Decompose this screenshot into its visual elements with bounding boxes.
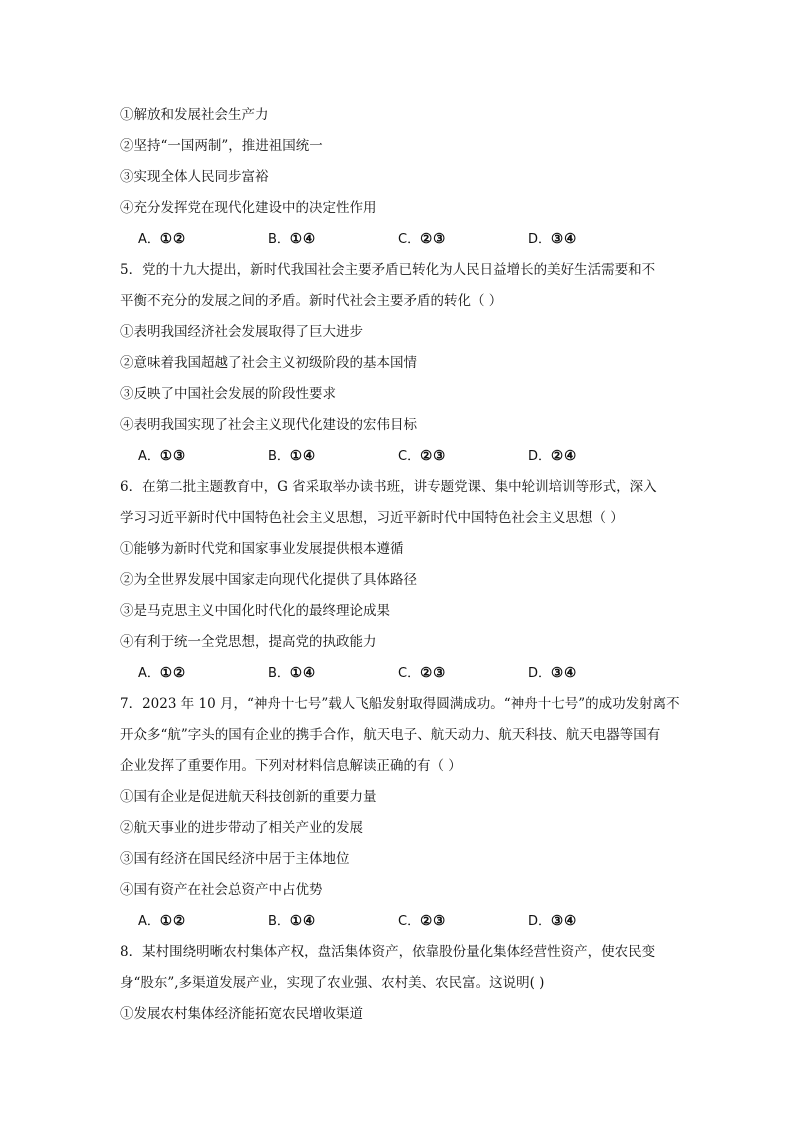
text-line: ①解放和发展社会生产力 bbox=[120, 107, 269, 123]
text-line: ①国有企业是促进航天科技创新的重要力量 bbox=[120, 789, 377, 805]
answer-option bbox=[528, 906, 658, 937]
option-letter: C． bbox=[398, 449, 421, 464]
text-line: ①发展农村集体经济能拓宽农民增收渠道 bbox=[120, 1006, 363, 1022]
text-line: 5．党的十九大提出，新时代我国社会主要矛盾已转化为人民日益增长的美好生活需要和不 bbox=[120, 262, 656, 278]
text-line: ③是马克思主义中国化时代化的最终理论成果 bbox=[120, 603, 390, 619]
text-line: ④有利于统一全党思想，提高党的执政能力 bbox=[120, 634, 377, 650]
text-line: ②坚持“一国两制”，推进祖国统一 bbox=[120, 138, 323, 154]
text-line: 学习习近平新时代中国特色社会主义思想，习近平新时代中国特色社会主义思想（ ） bbox=[120, 510, 624, 526]
text-line: ②为全世界发展中国家走向现代化提供了具体路径 bbox=[120, 572, 417, 588]
text-line: ①能够为新时代党和国家事业发展提供根本遵循 bbox=[120, 541, 404, 557]
answer-option bbox=[138, 906, 268, 937]
text-line: 身“股东”,多渠道发展产业，实现了农业强、农村美、农民富。这说明( ) bbox=[120, 975, 545, 991]
text-line: 8．某村围绕明晰农村集体产权，盘活集体资产，依靠股份量化集体经营性资产，使农民变 bbox=[120, 944, 656, 960]
option-value: ①② bbox=[159, 231, 187, 247]
answer-option bbox=[268, 441, 398, 472]
option-value: ①④ bbox=[289, 448, 317, 464]
answer-option bbox=[268, 906, 398, 937]
text-line: ③国有经济在国民经济中居于主体地位 bbox=[120, 851, 350, 867]
option-letter: C． bbox=[398, 232, 421, 247]
answer-option bbox=[528, 224, 658, 255]
option-value: ②④ bbox=[551, 448, 578, 464]
option-value: ①③ bbox=[159, 448, 187, 464]
option-value: ③④ bbox=[551, 231, 578, 247]
answer-option bbox=[528, 441, 658, 472]
option-letter: C． bbox=[398, 914, 421, 929]
text-line: 企业发挥了重要作用。下列对材料信息解读正确的有（ ） bbox=[120, 758, 462, 774]
option-letter: D． bbox=[528, 449, 552, 464]
text-line: 平衡不充分的发展之间的矛盾。新时代社会主要矛盾的转化（ ） bbox=[120, 293, 503, 309]
text-line: 6．在第二批主题教育中，G 省采取举办读书班，讲专题党课、集中轮训培训等形式，深入 bbox=[120, 479, 657, 495]
option-letter: D． bbox=[528, 232, 552, 247]
answer-option bbox=[398, 441, 528, 472]
option-letter: A． bbox=[138, 666, 160, 681]
option-value: ②③ bbox=[420, 665, 447, 681]
option-value: ②③ bbox=[420, 913, 447, 929]
option-value: ③④ bbox=[551, 913, 578, 929]
option-letter: D． bbox=[528, 914, 552, 929]
text-line: ③实现全体人民同步富裕 bbox=[120, 169, 269, 185]
option-value: ①② bbox=[159, 665, 187, 681]
option-letter: D． bbox=[528, 666, 552, 681]
option-value: ①④ bbox=[289, 665, 317, 681]
text-line: 7．2023 年 10 月，“神舟十七号”载人飞船发射取得圆满成功。“神舟十七号”的成功发射离不 bbox=[120, 696, 680, 712]
option-letter: A． bbox=[138, 449, 160, 464]
option-value: ②③ bbox=[420, 448, 447, 464]
exam-content bbox=[120, 100, 680, 1030]
option-letter: B． bbox=[268, 232, 290, 247]
option-letter: A． bbox=[138, 914, 160, 929]
text-line: ②意味着我国超越了社会主义初级阶段的基本国情 bbox=[120, 355, 417, 371]
text-line: ④表明我国实现了社会主义现代化建设的宏伟目标 bbox=[120, 417, 417, 433]
option-value: ②③ bbox=[420, 231, 447, 247]
option-value: ③④ bbox=[551, 665, 578, 681]
text-line: 开众多“航”字头的国有企业的携手合作，航天电子、航天动力、航天科技、航天电器等国有 bbox=[120, 727, 661, 743]
option-letter: B． bbox=[268, 914, 290, 929]
option-letter: C． bbox=[398, 666, 421, 681]
option-letter: B． bbox=[268, 449, 290, 464]
option-value: ①② bbox=[159, 913, 187, 929]
option-letter: A． bbox=[138, 232, 160, 247]
answer-options bbox=[120, 658, 680, 689]
answer-option bbox=[398, 224, 528, 255]
answer-option bbox=[138, 441, 268, 472]
option-value: ①④ bbox=[289, 231, 317, 247]
answer-option bbox=[398, 906, 528, 937]
text-line: ④充分发挥党在现代化建设中的决定性作用 bbox=[120, 200, 377, 216]
option-value: ①④ bbox=[289, 913, 317, 929]
answer-option bbox=[138, 658, 268, 689]
answer-options bbox=[120, 441, 680, 472]
answer-options bbox=[120, 224, 680, 255]
answer-option bbox=[528, 658, 658, 689]
text-line: ②航天事业的进步带动了相关产业的发展 bbox=[120, 820, 363, 836]
answer-option bbox=[138, 224, 268, 255]
text-line: ③反映了中国社会发展的阶段性要求 bbox=[120, 386, 336, 402]
answer-option bbox=[268, 658, 398, 689]
answer-option bbox=[398, 658, 528, 689]
option-letter: B． bbox=[268, 666, 290, 681]
text-line: ④国有资产在社会总资产中占优势 bbox=[120, 882, 323, 898]
answer-option bbox=[268, 224, 398, 255]
text-line: ①表明我国经济社会发展取得了巨大进步 bbox=[120, 324, 363, 340]
answer-options bbox=[120, 906, 680, 937]
